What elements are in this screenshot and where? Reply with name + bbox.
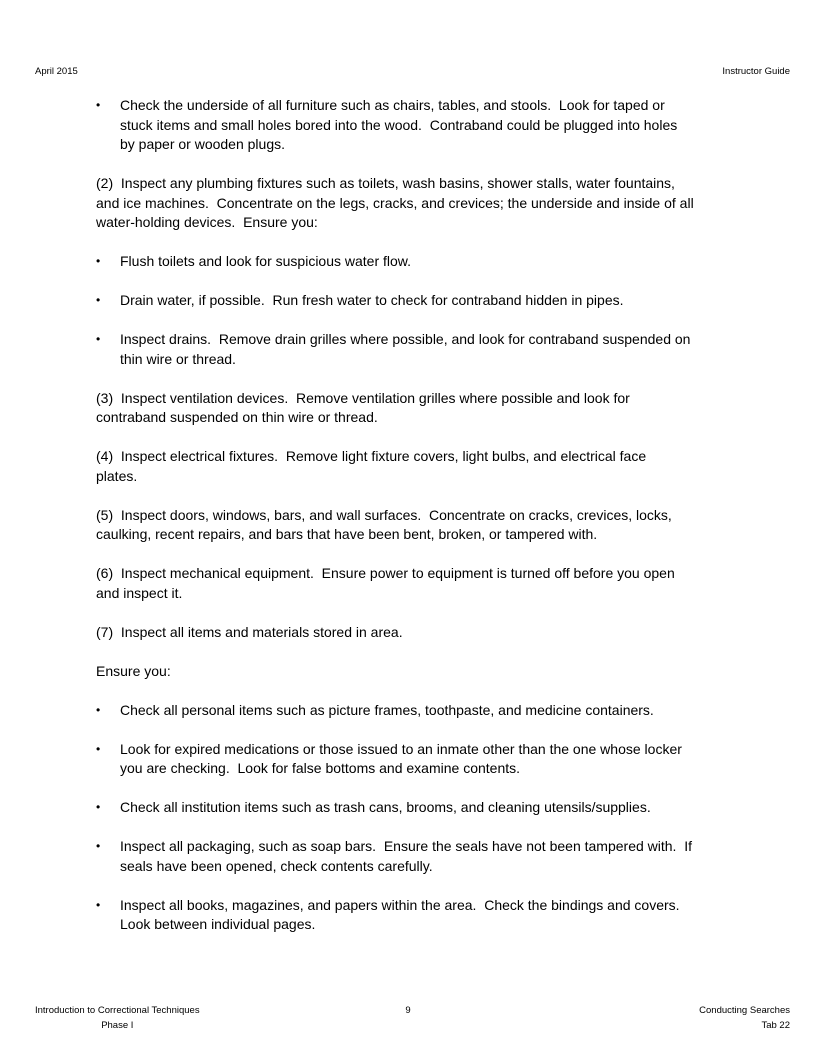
bullet-dot-icon: • <box>96 254 101 268</box>
block-text <box>120 330 694 369</box>
header-date: April 2015 <box>35 66 78 77</box>
text-line: Check all institution items such as trash cans, brooms, and cleaning utensils/supplies. <box>120 799 651 815</box>
text-line: by paper or wooden plugs. <box>120 136 285 152</box>
text-line: (6) Inspect mechanical equipment. Ensure power to equipment is turned off before you open <box>96 565 675 581</box>
text-line: contraband suspended on thin wire or thread. <box>96 409 378 425</box>
block-text <box>120 837 694 876</box>
bullet-dot-icon: • <box>96 897 101 912</box>
text-line: (4) Inspect electrical fixtures. Remove light fixture covers, light bulbs, and electrical face <box>96 448 647 464</box>
page-header <box>35 66 790 78</box>
footer-course-phase: Phase I <box>101 1020 134 1031</box>
bullet-dot-icon: • <box>96 98 101 112</box>
text-line: Flush toilets and look for suspicious water flow. <box>120 253 412 269</box>
paragraph <box>96 389 694 428</box>
text-line: (5) Inspect doors, windows, bars, and wall surfaces. Concentrate on cracks, crevices, locks, <box>96 506 672 523</box>
text-line: and inspect it. <box>96 584 183 601</box>
text-line: Drain water, if possible. Run fresh water to check for contraband hidden in pipes. <box>120 292 624 308</box>
paragraph <box>96 623 694 643</box>
bullet-dot-icon: • <box>96 839 101 853</box>
block-text <box>120 96 694 155</box>
bullet-item <box>96 798 694 818</box>
block-text <box>120 701 694 721</box>
block-text <box>96 506 694 545</box>
text-line: thin wire or thread. <box>120 350 236 367</box>
text-line: stuck items and small holes bored into the wood. Contraband could be plugged into holes <box>120 116 678 133</box>
text-line: Inspect all books, magazines, and papers within the area. Check the bindings and covers. <box>120 896 680 913</box>
paragraph <box>96 447 694 486</box>
bullet-dot-icon: • <box>96 293 101 307</box>
bullet-dot-icon: • <box>96 702 101 717</box>
text-line: (3) Inspect ventilation devices. Remove ventilation grilles where possible and look for <box>96 389 630 406</box>
text-line: and ice machines. Concentrate on the legs, cracks, and crevices; the underside and inside of all <box>96 194 694 211</box>
bullet-item <box>96 330 694 369</box>
text-line: you are checking. Look for false bottoms and examine contents. <box>120 760 521 776</box>
text-line: (7) Inspect all items and materials stored in area. <box>96 623 403 640</box>
block-text <box>120 291 694 311</box>
text-line: plates. <box>96 467 138 484</box>
block-text <box>120 252 694 272</box>
page-footer <box>0 1003 816 1043</box>
text-line: Inspect drains. Remove drain grilles where possible, and look for contraband suspended on <box>120 331 691 347</box>
text-line: caulking, recent repairs, and bars that have been bent, broken, or tampered with. <box>96 526 598 542</box>
text-line: Look for expired medications or those issued to an inmate other than the one whose locker <box>120 740 682 757</box>
bullet-item <box>96 252 694 272</box>
text-line: Inspect all packaging, such as soap bars. Ensure the seals have not been tampered with. If <box>120 838 693 854</box>
block-text <box>96 447 694 486</box>
text-line: (2) Inspect any plumbing fixtures such as toilets, wash basins, shower stalls, water fountains, <box>96 175 675 191</box>
page-number: 9 <box>405 1005 411 1016</box>
bullet-item <box>96 837 694 876</box>
footer-course-title: Introduction to Correctional Techniques <box>35 1005 200 1016</box>
block-text <box>96 174 694 233</box>
paragraph <box>96 662 694 682</box>
text-line: Check the underside of all furniture such as chairs, tables, and stools. Look for taped or <box>120 97 665 113</box>
bullet-item <box>96 740 694 779</box>
document-body <box>96 96 694 954</box>
footer-section-block <box>699 1003 790 1033</box>
text-line: seals have been opened, check contents carefully. <box>120 857 433 874</box>
bullet-dot-icon: • <box>96 800 101 814</box>
footer-section-title: Conducting Searches <box>699 1005 790 1016</box>
paragraph <box>96 174 694 233</box>
block-text <box>120 896 694 935</box>
text-line: Ensure you: <box>96 662 171 679</box>
block-text <box>96 389 694 428</box>
bullet-item <box>96 291 694 311</box>
block-text <box>120 798 694 818</box>
bullet-dot-icon: • <box>96 741 101 756</box>
paragraph <box>96 506 694 545</box>
bullet-item <box>96 896 694 935</box>
text-line: water-holding devices. Ensure you: <box>96 214 318 230</box>
bullet-item <box>96 701 694 721</box>
block-text <box>96 662 694 682</box>
bullet-item <box>96 96 694 155</box>
bullet-dot-icon: • <box>96 332 101 346</box>
header-doc-title: Instructor Guide <box>722 66 790 77</box>
text-line: Look between individual pages. <box>120 916 316 932</box>
footer-section-tab: Tab 22 <box>761 1020 790 1031</box>
text-line: Check all personal items such as picture frames, toothpaste, and medicine containers. <box>120 701 654 718</box>
paragraph <box>96 564 694 603</box>
block-text <box>96 623 694 643</box>
block-text <box>120 740 694 779</box>
block-text <box>96 564 694 603</box>
